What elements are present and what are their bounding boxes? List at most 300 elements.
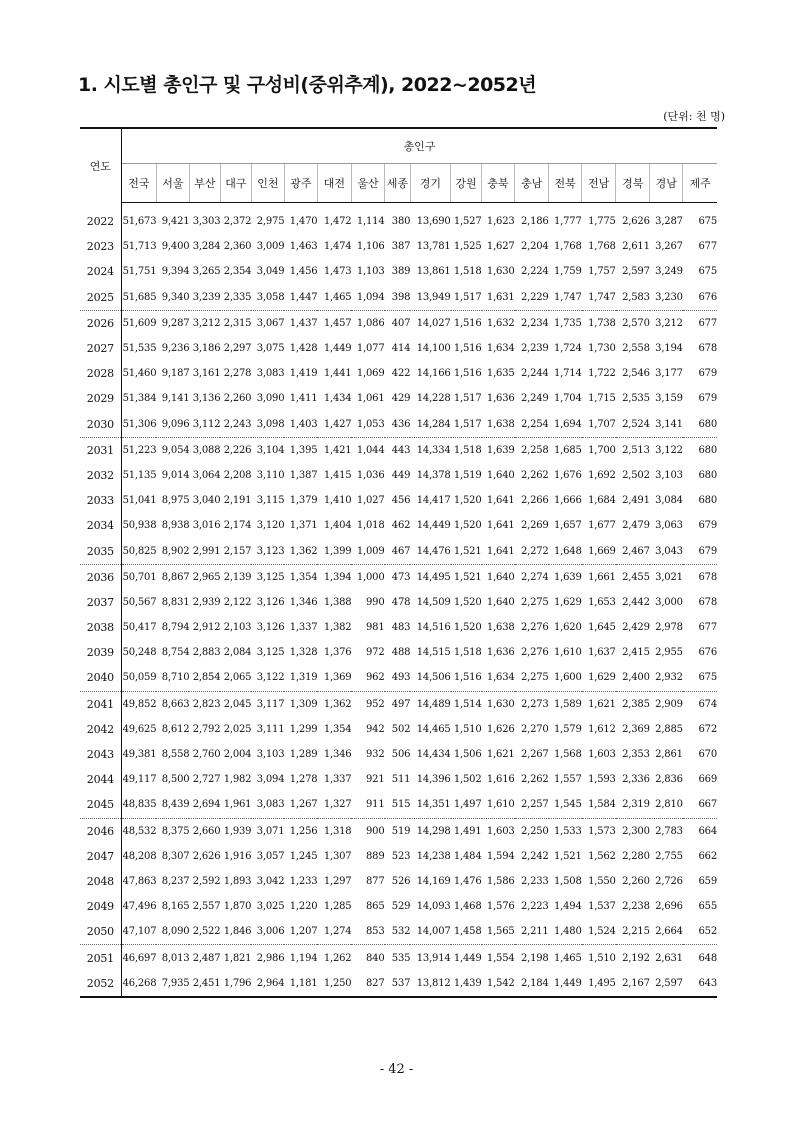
value-cell: 523: [391, 850, 411, 862]
value-cell: 1,289: [289, 749, 318, 761]
value-cell: 2,611: [622, 241, 650, 253]
value-cell: 1,870: [223, 901, 252, 913]
value-cell: 1,502: [453, 774, 482, 786]
region-header: 세종: [385, 164, 411, 203]
value-cell: 46,268: [121, 971, 156, 997]
value-cell: 1,337: [289, 622, 318, 634]
value-cell: 2,239: [520, 343, 549, 355]
value-cell: 1,421: [323, 444, 352, 456]
value-cell: 1,694: [549, 412, 582, 438]
value-cell: 1,573: [588, 825, 616, 837]
table-row: [80, 640, 717, 665]
value-cell: 2,487: [192, 952, 221, 964]
value-cell: 1,379: [289, 495, 318, 507]
value-cell: 2,315: [223, 317, 252, 329]
value-cell: 1,362: [284, 538, 317, 564]
value-cell: 14,396: [416, 774, 451, 786]
value-cell: 14,298: [416, 825, 451, 837]
region-header: 전국: [121, 164, 156, 203]
value-cell: 1,521: [554, 850, 582, 862]
value-cell: 1,516: [453, 368, 482, 380]
value-cell: 1,846: [220, 919, 251, 945]
value-cell: 2,491: [622, 495, 650, 507]
value-cell: 1,639: [554, 571, 582, 583]
value-cell: 2,335: [220, 285, 251, 311]
value-cell: 2,065: [220, 665, 251, 691]
value-cell: 2,597: [622, 266, 650, 278]
value-cell: 3,115: [256, 495, 285, 507]
value-cell: 1,449: [549, 971, 582, 997]
value-cell: 2,273: [520, 698, 549, 710]
value-cell: 493: [385, 665, 411, 691]
value-cell: 1,428: [289, 343, 318, 355]
table-row: [80, 463, 717, 488]
value-cell: 1,593: [588, 774, 616, 786]
value-cell: 1,256: [289, 825, 318, 837]
value-cell: 3,009: [256, 241, 285, 253]
value-cell: 1,434: [323, 393, 352, 405]
value-cell: 679: [683, 538, 717, 564]
value-cell: 2,215: [616, 919, 650, 945]
value-cell: 2,254: [515, 412, 549, 438]
value-cell: 1,278: [289, 774, 318, 786]
value-cell: 1,441: [323, 368, 352, 380]
value-cell: 3,126: [256, 596, 285, 608]
value-cell: 1,220: [289, 901, 318, 913]
value-cell: 14,449: [416, 520, 451, 532]
region-header: 전북: [549, 164, 582, 203]
value-cell: 1,636: [486, 647, 515, 659]
value-cell: 1,520: [453, 622, 482, 634]
value-cell: 675: [683, 665, 717, 691]
value-cell: 1,061: [356, 393, 385, 405]
value-cell: 680: [698, 469, 717, 481]
value-cell: 1,419: [289, 368, 318, 380]
value-cell: 2,258: [520, 444, 549, 456]
value-cell: 13,949: [410, 285, 450, 311]
value-cell: 8,902: [156, 538, 189, 564]
value-cell: 2,883: [192, 647, 221, 659]
value-cell: 1,641: [486, 520, 515, 532]
value-cell: 1,382: [323, 622, 352, 634]
value-cell: 48,532: [122, 825, 157, 837]
value-cell: 865: [366, 901, 385, 913]
value-cell: 2,909: [655, 698, 683, 710]
value-cell: 1,525: [453, 241, 482, 253]
region-header: 경기: [410, 164, 450, 203]
value-cell: 9,054: [161, 444, 190, 456]
value-cell: 2,257: [515, 792, 549, 818]
value-cell: 2,836: [655, 774, 683, 786]
value-cell: 1,497: [451, 792, 482, 818]
value-cell: 3,083: [256, 368, 285, 380]
value-cell: 1,491: [453, 825, 482, 837]
region-header: 전남: [582, 164, 616, 203]
value-cell: 14,515: [416, 647, 451, 659]
value-cell: 1,684: [588, 495, 616, 507]
value-cell: 14,007: [410, 919, 450, 945]
value-cell: 2,513: [622, 444, 650, 456]
value-cell: 2,167: [616, 971, 650, 997]
table-row: [80, 691, 717, 717]
year-cell: 2036: [80, 564, 121, 590]
value-cell: 2,238: [622, 901, 650, 913]
value-cell: 1,449: [323, 343, 352, 355]
value-cell: 3,067: [256, 317, 285, 329]
value-cell: 515: [385, 792, 411, 818]
value-cell: 1,009: [351, 538, 384, 564]
year-cell: 2040: [80, 665, 121, 691]
value-cell: 1,472: [323, 216, 352, 228]
value-cell: 13,690: [416, 216, 451, 228]
value-cell: 1,893: [223, 875, 252, 887]
value-cell: 3,123: [251, 538, 284, 564]
value-cell: 1,796: [220, 971, 251, 997]
value-cell: 3,194: [655, 343, 683, 355]
year-cell: 2029: [80, 386, 121, 411]
value-cell: 1,457: [323, 317, 352, 329]
year-cell: 2037: [80, 590, 121, 615]
value-cell: 8,612: [161, 723, 190, 735]
value-cell: 2,451: [189, 971, 220, 997]
value-cell: 1,542: [482, 971, 515, 997]
value-cell: 3,122: [251, 665, 284, 691]
value-cell: 1,730: [588, 343, 616, 355]
value-cell: 2,103: [223, 622, 252, 634]
year-cell: 2052: [80, 971, 121, 997]
value-cell: 1,584: [582, 792, 616, 818]
value-cell: 1,638: [482, 412, 515, 438]
year-header: 연도: [80, 128, 121, 203]
value-cell: 1,415: [323, 469, 352, 481]
value-cell: 8,975: [161, 495, 190, 507]
value-cell: 1,600: [549, 665, 582, 691]
value-cell: 51,041: [122, 495, 157, 507]
value-cell: 2,570: [622, 317, 650, 329]
value-cell: 2,479: [622, 520, 650, 532]
year-cell: 2042: [80, 717, 121, 742]
value-cell: 1,274: [317, 919, 351, 945]
value-cell: 1,369: [317, 665, 351, 691]
value-cell: 1,094: [351, 285, 384, 311]
value-cell: 2,184: [515, 971, 549, 997]
value-cell: 3,110: [256, 469, 285, 481]
value-cell: 1,519: [453, 469, 482, 481]
value-cell: 48,208: [122, 850, 157, 862]
value-cell: 467: [385, 538, 411, 564]
value-cell: 1,250: [317, 971, 351, 997]
value-cell: 3,021: [655, 571, 683, 583]
value-cell: 1,520: [453, 520, 482, 532]
value-cell: 51,135: [122, 469, 157, 481]
year-cell: 2026: [80, 310, 121, 336]
value-cell: 1,669: [582, 538, 616, 564]
value-cell: 1,449: [453, 952, 482, 964]
value-cell: 3,103: [256, 749, 285, 761]
value-cell: 655: [698, 901, 717, 913]
value-cell: 1,456: [289, 266, 318, 278]
value-cell: 14,378: [416, 469, 451, 481]
value-cell: 1,518: [453, 647, 482, 659]
value-cell: 14,509: [416, 596, 451, 608]
value-cell: 3,058: [251, 285, 284, 311]
value-cell: 1,565: [482, 919, 515, 945]
value-cell: 13,781: [416, 241, 451, 253]
value-cell: 2,280: [622, 850, 650, 862]
value-cell: 2,360: [223, 241, 252, 253]
value-cell: 1,494: [554, 901, 582, 913]
value-cell: 1,458: [451, 919, 482, 945]
value-cell: 1,757: [588, 266, 616, 278]
value-cell: 1,562: [588, 850, 616, 862]
value-cell: 1,181: [284, 971, 317, 997]
value-cell: 3,103: [655, 469, 683, 481]
value-cell: 1,626: [486, 723, 515, 735]
table-row: [80, 742, 717, 767]
value-cell: 13,812: [410, 971, 450, 997]
value-cell: 667: [683, 792, 717, 818]
year-cell: 2023: [80, 234, 121, 259]
table-row: [80, 538, 717, 564]
value-cell: 1,207: [284, 919, 317, 945]
value-cell: 3,112: [189, 412, 220, 438]
value-cell: 47,863: [122, 875, 157, 887]
region-header: 충북: [482, 164, 515, 203]
value-cell: 889: [366, 850, 385, 862]
value-cell: 2,885: [655, 723, 683, 735]
value-cell: 14,489: [416, 698, 451, 710]
value-cell: 1,636: [486, 393, 515, 405]
value-cell: 3,125: [256, 571, 285, 583]
value-cell: 1,777: [554, 216, 582, 228]
value-cell: 3,117: [256, 698, 285, 710]
value-cell: 14,100: [416, 343, 451, 355]
value-cell: 1,437: [289, 317, 318, 329]
value-cell: 2,336: [622, 774, 650, 786]
value-cell: 1,603: [486, 825, 515, 837]
value-cell: 678: [698, 571, 717, 583]
value-cell: 50,938: [122, 520, 157, 532]
table-row: [80, 361, 717, 386]
value-cell: 2,400: [616, 665, 650, 691]
value-cell: 1,630: [486, 266, 515, 278]
value-cell: 46,697: [122, 952, 157, 964]
value-cell: 1,053: [351, 412, 384, 438]
value-cell: 3,057: [256, 850, 285, 862]
value-cell: 1,346: [289, 596, 318, 608]
value-cell: 1,404: [323, 520, 352, 532]
value-cell: 2,429: [622, 622, 650, 634]
value-cell: 2,522: [189, 919, 220, 945]
value-cell: 1,648: [549, 538, 582, 564]
value-cell: 2,260: [622, 875, 650, 887]
value-cell: 497: [391, 698, 411, 710]
value-cell: 2,204: [520, 241, 549, 253]
value-cell: 9,096: [156, 412, 189, 438]
value-cell: 2,243: [220, 412, 251, 438]
value-cell: 1,632: [486, 317, 515, 329]
value-cell: 380: [391, 216, 411, 228]
value-cell: 14,351: [410, 792, 450, 818]
value-cell: 1,576: [486, 901, 515, 913]
value-cell: 3,267: [655, 241, 683, 253]
table-row: [80, 818, 717, 844]
value-cell: 2,233: [520, 875, 549, 887]
value-cell: 2,558: [622, 343, 650, 355]
value-cell: 3,230: [650, 285, 683, 311]
value-cell: 675: [698, 216, 717, 228]
value-cell: 677: [698, 241, 717, 253]
value-cell: 9,287: [161, 317, 190, 329]
region-header: 울산: [351, 164, 384, 203]
value-cell: 51,685: [121, 285, 156, 311]
value-cell: 3,284: [192, 241, 221, 253]
value-cell: 1,387: [289, 469, 318, 481]
value-cell: 900: [366, 825, 385, 837]
value-cell: 3,186: [192, 343, 221, 355]
value-cell: 2,139: [223, 571, 252, 583]
value-cell: 1,267: [284, 792, 317, 818]
value-cell: 8,090: [156, 919, 189, 945]
table-row: [80, 590, 717, 615]
value-cell: 1,634: [482, 665, 515, 691]
value-cell: 1,521: [453, 571, 482, 583]
year-cell: 2044: [80, 767, 121, 792]
value-cell: 677: [698, 317, 717, 329]
value-cell: 3,094: [256, 774, 285, 786]
value-cell: 1,027: [356, 495, 385, 507]
value-cell: 1,484: [453, 850, 482, 862]
value-cell: 50,825: [121, 538, 156, 564]
value-cell: 3,159: [655, 393, 683, 405]
value-cell: 678: [698, 343, 717, 355]
region-header: 경남: [650, 164, 683, 203]
value-cell: 1,510: [588, 952, 616, 964]
value-cell: 407: [391, 317, 411, 329]
value-cell: 1,661: [588, 571, 616, 583]
year-cell: 2043: [80, 742, 121, 767]
group-header: 총인구: [121, 128, 717, 164]
value-cell: 1,354: [323, 723, 352, 735]
year-cell: 2049: [80, 894, 121, 919]
value-cell: 1,594: [486, 850, 515, 862]
value-cell: 1,666: [554, 495, 582, 507]
value-cell: 8,165: [161, 901, 190, 913]
value-cell: 2,300: [622, 825, 650, 837]
value-cell: 2,592: [192, 875, 221, 887]
value-cell: 1,747: [549, 285, 582, 311]
value-cell: 3,071: [256, 825, 285, 837]
value-cell: 3,125: [256, 647, 285, 659]
value-cell: 1,371: [289, 520, 318, 532]
value-cell: 1,623: [486, 216, 515, 228]
value-cell: 932: [366, 749, 385, 761]
value-cell: 1,722: [588, 368, 616, 380]
value-cell: 1,747: [582, 285, 616, 311]
value-cell: 2,912: [192, 622, 221, 634]
value-cell: 2,208: [223, 469, 252, 481]
year-cell: 2032: [80, 463, 121, 488]
value-cell: 3,126: [256, 622, 285, 634]
value-cell: 3,122: [655, 444, 683, 456]
region-header: 대구: [220, 164, 251, 203]
value-cell: 648: [698, 952, 717, 964]
value-cell: 2,467: [616, 538, 650, 564]
value-cell: 3,287: [655, 216, 683, 228]
value-cell: 2,783: [655, 825, 683, 837]
value-cell: 2,694: [189, 792, 220, 818]
value-cell: 1,724: [554, 343, 582, 355]
year-cell: 2025: [80, 285, 121, 311]
value-cell: 1,520: [453, 596, 482, 608]
value-cell: 2,262: [520, 469, 549, 481]
value-cell: 1,620: [554, 622, 582, 634]
value-cell: 3,303: [192, 216, 221, 228]
value-cell: 2,266: [520, 495, 549, 507]
value-cell: 2,442: [622, 596, 650, 608]
value-cell: 1,506: [453, 749, 482, 761]
value-cell: 2,223: [520, 901, 549, 913]
value-cell: 1,692: [588, 469, 616, 481]
value-cell: 8,439: [156, 792, 189, 818]
value-cell: 675: [698, 266, 717, 278]
value-cell: 1,640: [486, 596, 515, 608]
value-cell: 8,237: [161, 875, 190, 887]
table-row: [80, 717, 717, 742]
value-cell: 1,036: [356, 469, 385, 481]
value-cell: 1,044: [356, 444, 385, 456]
value-cell: 1,307: [323, 850, 352, 862]
value-cell: 398: [385, 285, 411, 311]
value-cell: 2,234: [520, 317, 549, 329]
value-cell: 2,557: [192, 901, 221, 913]
year-cell: 2031: [80, 437, 121, 463]
value-cell: 2,502: [622, 469, 650, 481]
table-row: [80, 615, 717, 640]
value-cell: 680: [698, 495, 717, 507]
value-cell: 1,610: [482, 792, 515, 818]
value-cell: 51,673: [122, 216, 157, 228]
value-cell: 1,328: [289, 647, 318, 659]
year-cell: 2048: [80, 869, 121, 894]
value-cell: 48,835: [121, 792, 156, 818]
value-cell: 532: [385, 919, 411, 945]
value-cell: 2,191: [223, 495, 252, 507]
value-cell: 1,495: [582, 971, 616, 997]
value-cell: 1,518: [453, 266, 482, 278]
value-cell: 1,759: [554, 266, 582, 278]
value-cell: 1,474: [323, 241, 352, 253]
value-cell: 1,612: [588, 723, 616, 735]
value-cell: 1,533: [554, 825, 582, 837]
value-cell: 1,514: [453, 698, 482, 710]
value-cell: 679: [698, 368, 717, 380]
value-cell: 2,955: [655, 647, 683, 659]
value-cell: 511: [391, 774, 411, 786]
value-cell: 3,265: [192, 266, 221, 278]
value-cell: 1,285: [323, 901, 352, 913]
value-cell: 1,634: [486, 343, 515, 355]
table-row: [80, 767, 717, 792]
value-cell: 1,982: [223, 774, 252, 786]
value-cell: 1,403: [284, 412, 317, 438]
value-cell: 1,961: [220, 792, 251, 818]
value-cell: 2,198: [520, 952, 549, 964]
value-cell: 3,075: [256, 343, 285, 355]
value-cell: 911: [351, 792, 384, 818]
value-cell: 1,629: [582, 665, 616, 691]
value-cell: 3,064: [192, 469, 221, 481]
